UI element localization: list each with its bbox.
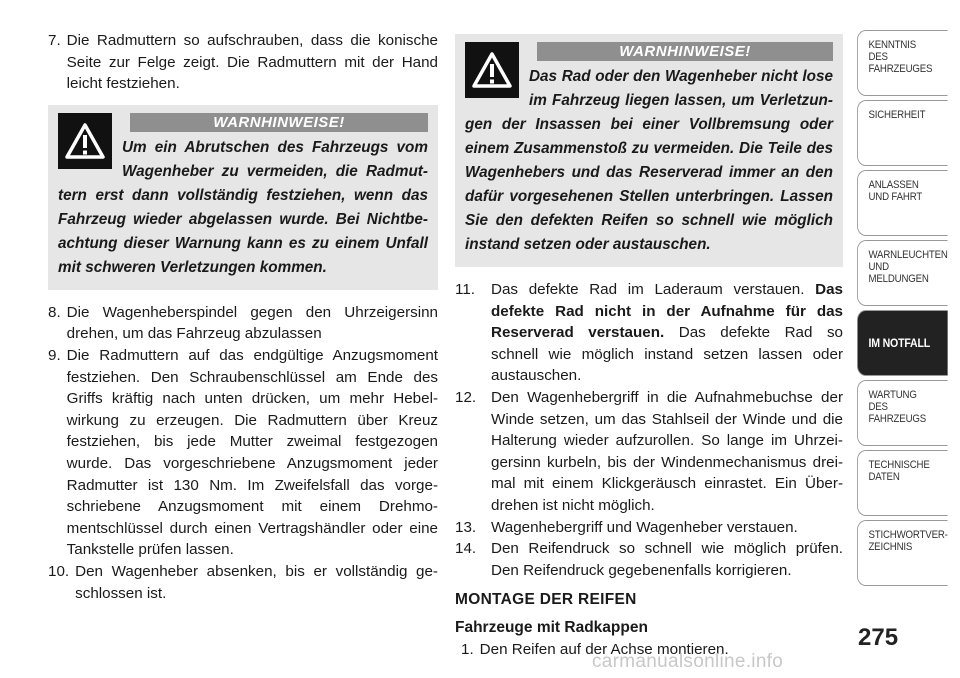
- step-10: 10. Den Wagenheber absenken, bis er vollständig ge- schlossen ist.: [48, 562, 438, 602]
- right-column: [455, 30, 843, 660]
- warning-title: WARNHINWEISE!: [537, 42, 833, 61]
- tab-im-notfall[interactable]: IM NOTFALL: [857, 310, 948, 376]
- step-13: 13. Wagenhebergriff und Wagenheber verstauen.: [455, 518, 798, 536]
- warning-text: Um ein Abrutschen des Fahrzeugs vom Wagenheber zu vermeiden, die Radmut- tern erst dann vollständig festziehen, wenn das Fahrzeug wieder abgelassen wurde. Bei Nichtbe- achtung dieser Warnung kann es zu einem Unfall mit schweren Verletzungen kommen.: [58, 138, 428, 276]
- section-subheading: Fahrzeuge mit Radkappen: [455, 618, 648, 636]
- warning-triangle-icon: [58, 113, 112, 169]
- step-7: 7. Die Radmuttern so aufschrauben, dass die konische Seite zur Felge zeigt. Die Radmuttern mit der Hand leicht festziehen.: [48, 32, 438, 93]
- warning-triangle-icon: [465, 42, 519, 98]
- tab-technische-daten[interactable]: TECHNISCHE DATEN: [857, 450, 948, 516]
- watermark: carmanualsonline.info: [592, 651, 784, 672]
- step-14: 14. Den Reifendruck so schnell wie möglich prüfen. Den Reifendruck gegebenenfalls korrigieren.: [455, 540, 843, 579]
- tab-sicherheit[interactable]: SICHERHEIT: [857, 100, 948, 166]
- left-column: [48, 30, 438, 604]
- page-number: 275: [858, 624, 899, 651]
- warning-text: Das Rad oder den Wagenheber nicht lose im Fahrzeug liegen lassen, um Verletzun- gen der Insassen bei einer Vollbremsung oder einem Zusammenstoß zu vermeiden. Die Teile des Wagenhebers und das Reserverad immer an den dafür vorgesehenen Stellen unterbringen. Lassen Sie den defekten Reifen so schnell wie möglich instand setzen oder austauschen.: [465, 68, 833, 253]
- step-12: 12. Den Wagenhebergriff in die Aufnahmebuchse der Winde setzen, um das Stahlseil der Winde und die Halterung wieder aufzurollen. So lange im Uhrzei- gersinn kurbeln, bis der Windenmechanismus drei- mal mit einem Klickgeräusch einrastet. Ein Über- drehen ist nicht möglich.: [455, 388, 843, 514]
- step-1: 1. Den Reifen auf der Achse montieren.: [461, 640, 729, 658]
- warning-box-right: [455, 34, 843, 267]
- tab-anlassen-und-fahrt[interactable]: ANLASSEN UND FAHRT: [857, 170, 948, 236]
- tab-warnleuchten-und-meldungen[interactable]: WARNLEUCHTEN UND MELDUNGEN: [857, 240, 948, 306]
- step-9: 9. Die Radmuttern auf das endgültige Anzugsmoment festziehen. Den Schraubenschlüssel am Ende des Griffs kräftig nach unten drücken, um mehr Hebel- wirkung zu erzeugen. Die Radmuttern über Kreuz festziehen, bis jede Mutter zweimal festgezogen wurde. Das vorgeschriebene Anzugsmoment jeder Radmutter ist 130 Nm. Im Zweifelsfall das vorge- schriebene Anzugsmoment mit einem Drehmo- mentschlüssel durch einen Vertragshändler oder eine Tankstelle prüfen lassen.: [48, 346, 438, 559]
- chapter-tabs: [857, 30, 960, 590]
- tab-kenntnis-des-fahrzeuges[interactable]: KENNTNIS DES FAHRZEUGES: [857, 30, 948, 96]
- step-11: 11. Das defekte Rad im Laderaum verstauen. Das defekte Rad nicht in der Aufnahme für das Reserverad verstauen. Das defekte Rad so schnell wie möglich instand setzen lassen oder austauschen.: [455, 281, 843, 385]
- tab-wartung-des-fahrzeugs[interactable]: WARTUNG DES FAHRZEUGS: [857, 380, 948, 446]
- section-heading: MONTAGE DER REIFEN: [455, 591, 637, 609]
- step-8: 8. Die Wagenheberspindel gegen den Uhrzeigersinn drehen, um das Fahrzeug abzulassen: [48, 303, 438, 343]
- tab-stichwortverzeichnis[interactable]: STICHWORTVER- ZEICHNIS: [857, 520, 948, 586]
- warning-title: WARNHINWEISE!: [130, 113, 428, 132]
- warning-box-left: [48, 105, 438, 290]
